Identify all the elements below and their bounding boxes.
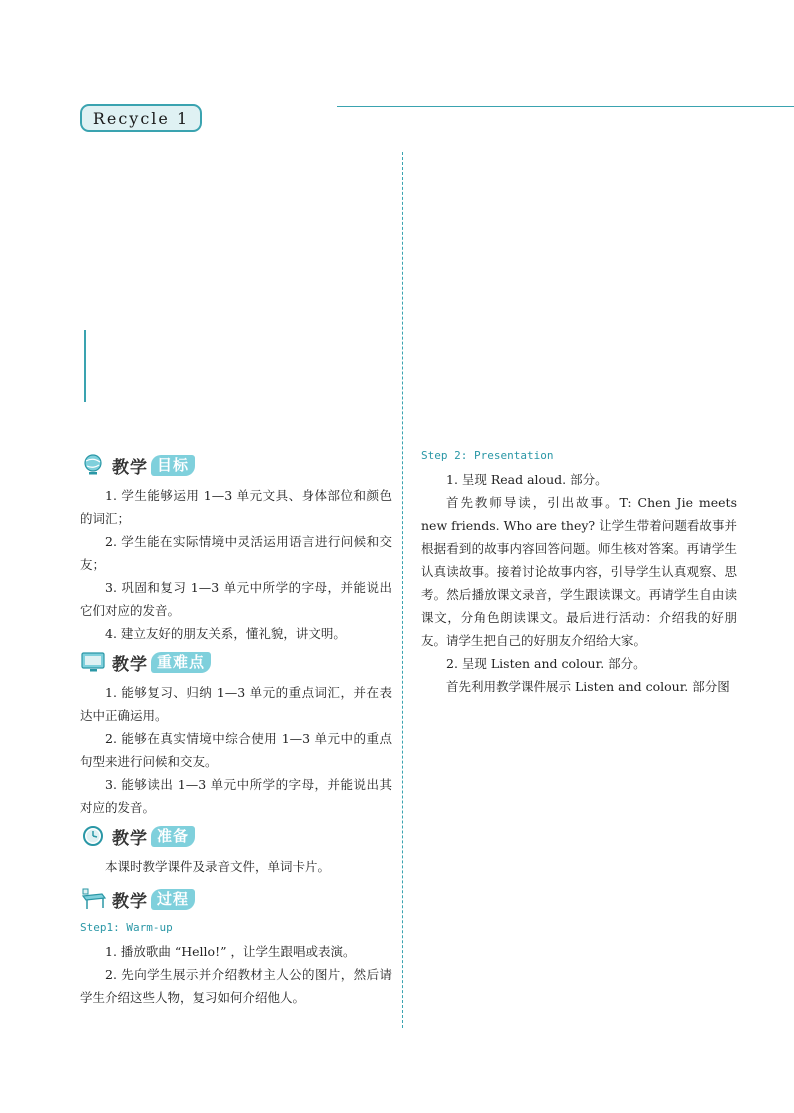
unit-title-badge <box>80 104 202 132</box>
objectives-heading <box>80 452 392 478</box>
step1-item: 2. 先向学生展示并介绍教材主人公的图片，然后请学生介绍这些人物，复习如何介绍他人。 <box>80 967 392 1005</box>
objective-item: 2. 学生能在实际情境中灵活运用语言进行问候和交友； <box>80 534 392 572</box>
step2-item: 首先教师导读，引出故事。T: Chen Jie meets new friends. Who are they? 让学生带着问题看故事并根据看到的故事内容回答问题。师生核对答案。再请学生认真读故事。接着讨论故事内容，引导学生认真观察、思考。然后播放课文录音，学生跟读课文。再请学生自由读课文，分角色朗读课文。最后进行活动：介绍我的好朋友。请学生把自己的好朋友介绍给大家。 <box>421 495 737 648</box>
step2-item: 1. 呈现 Read aloud. 部分。 <box>446 472 608 487</box>
process-heading <box>80 886 392 912</box>
left-accent-bar <box>84 330 86 402</box>
header-rule <box>337 106 794 107</box>
unit-title: Recycle 1 <box>92 108 190 128</box>
objectives-title: 教学 <box>112 457 148 478</box>
right-column <box>421 444 737 698</box>
desk-icon <box>80 887 108 911</box>
step2-item: 2. 呈现 Listen and colour. 部分。 <box>446 656 646 671</box>
key-point-item: 2. 能够在真实情境中综合使用 1—3 单元中的重点句型来进行问候和交友。 <box>80 731 392 769</box>
step2-item: 首先利用教学课件展示 Listen and colour. 部分图 <box>446 679 730 694</box>
clock-icon <box>80 824 108 848</box>
key-points-title: 教学 <box>112 654 148 675</box>
objective-item: 1. 学生能够运用 1—3 单元文具、身体部位和颜色的词汇； <box>80 488 392 526</box>
key-points-heading <box>80 649 392 675</box>
preparation-heading <box>80 823 392 849</box>
key-points-badge: 重难点 <box>151 652 211 673</box>
step1-title: Step1: Warm-up <box>80 921 173 934</box>
monitor-icon <box>80 650 108 674</box>
objectives-badge: 目标 <box>151 455 195 476</box>
objective-item: 4. 建立友好的朋友关系，懂礼貌，讲文明。 <box>105 626 346 641</box>
step2-title: Step 2: Presentation <box>421 449 554 462</box>
left-column <box>80 448 392 1009</box>
step1-item: 1. 播放歌曲 “Hello!” ，让学生跟唱或表演。 <box>105 944 356 959</box>
preparation-title: 教学 <box>112 828 148 849</box>
process-title: 教学 <box>112 891 148 912</box>
objective-item: 3. 巩固和复习 1—3 单元中所学的字母，并能说出它们对应的发音。 <box>80 580 392 618</box>
key-point-item: 1. 能够复习、归纳 1—3 单元的重点词汇，并在表达中正确运用。 <box>80 685 392 723</box>
key-point-item: 3. 能够读出 1—3 单元中所学的字母，并能说出其对应的发音。 <box>80 777 392 815</box>
preparation-text: 本课时教学课件及录音文件，单词卡片。 <box>105 859 331 874</box>
column-divider <box>402 152 403 1028</box>
globe-icon <box>80 453 108 477</box>
preparation-badge: 准备 <box>151 826 195 847</box>
process-badge: 过程 <box>151 889 195 910</box>
